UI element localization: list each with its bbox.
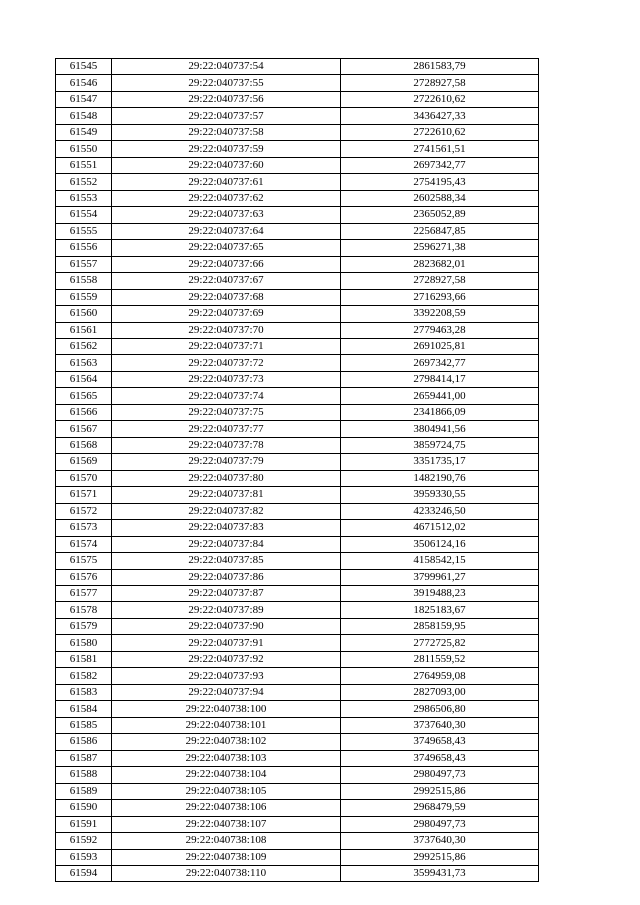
- table-row: [56, 289, 539, 305]
- row-number-cell: 61582: [56, 668, 112, 684]
- cadastral-value-cell: 2691025,81: [341, 338, 539, 354]
- cadastral-number-cell: 29:22:040737:59: [112, 141, 341, 157]
- cadastral-value-cell: 1482190,76: [341, 470, 539, 486]
- table-row: [56, 421, 539, 437]
- row-number-cell: 61594: [56, 865, 112, 881]
- cadastral-value-cell: 4233246,50: [341, 503, 539, 519]
- cadastral-number-cell: 29:22:040737:91: [112, 635, 341, 651]
- row-number-cell: 61561: [56, 322, 112, 338]
- row-number-cell: 61574: [56, 536, 112, 552]
- row-number-cell: 61552: [56, 174, 112, 190]
- row-number-cell: 61551: [56, 157, 112, 173]
- cadastral-number-cell: 29:22:040737:84: [112, 536, 341, 552]
- row-number-cell: 61557: [56, 256, 112, 272]
- row-number-cell: 61587: [56, 750, 112, 766]
- cadastral-number-cell: 29:22:040737:90: [112, 618, 341, 634]
- cadastral-number-cell: 29:22:040738:100: [112, 701, 341, 717]
- cadastral-number-cell: 29:22:040737:79: [112, 454, 341, 470]
- cadastral-value-cell: 2827093,00: [341, 684, 539, 700]
- row-number-cell: 61566: [56, 404, 112, 420]
- table-row: [56, 141, 539, 157]
- table-row: [56, 734, 539, 750]
- cadastral-value-cell: 2980497,73: [341, 767, 539, 783]
- cadastral-value-cell: 2779463,28: [341, 322, 539, 338]
- table-row: [56, 586, 539, 602]
- cadastral-number-cell: 29:22:040737:94: [112, 684, 341, 700]
- cadastral-number-cell: 29:22:040737:81: [112, 487, 341, 503]
- cadastral-number-cell: 29:22:040737:71: [112, 338, 341, 354]
- table-row: [56, 470, 539, 486]
- row-number-cell: 61546: [56, 75, 112, 91]
- cadastral-number-cell: 29:22:040737:80: [112, 470, 341, 486]
- cadastral-number-cell: 29:22:040737:61: [112, 174, 341, 190]
- row-number-cell: 61571: [56, 487, 112, 503]
- cadastral-number-cell: 29:22:040737:54: [112, 59, 341, 75]
- cadastral-number-cell: 29:22:040738:104: [112, 767, 341, 783]
- cadastral-number-cell: 29:22:040738:101: [112, 717, 341, 733]
- cadastral-number-cell: 29:22:040737:86: [112, 569, 341, 585]
- row-number-cell: 61562: [56, 338, 112, 354]
- table-row: [56, 454, 539, 470]
- table-row: [56, 256, 539, 272]
- table-row: [56, 388, 539, 404]
- row-number-cell: 61553: [56, 190, 112, 206]
- cadastral-number-cell: 29:22:040737:87: [112, 586, 341, 602]
- table-row: [56, 536, 539, 552]
- table-row: [56, 602, 539, 618]
- cadastral-value-cell: 3351735,17: [341, 454, 539, 470]
- cadastral-value-cell: 3599431,73: [341, 865, 539, 881]
- cadastral-value-cell: 3737640,30: [341, 833, 539, 849]
- row-number-cell: 61579: [56, 618, 112, 634]
- table-row: [56, 618, 539, 634]
- cadastral-number-cell: 29:22:040737:73: [112, 371, 341, 387]
- cadastral-number-cell: 29:22:040737:74: [112, 388, 341, 404]
- row-number-cell: 61583: [56, 684, 112, 700]
- table-row: [56, 59, 539, 75]
- cadastral-number-cell: 29:22:040737:58: [112, 124, 341, 140]
- row-number-cell: 61580: [56, 635, 112, 651]
- cadastral-value-cell: 3392208,59: [341, 306, 539, 322]
- cadastral-value-cell: 3799961,27: [341, 569, 539, 585]
- row-number-cell: 61555: [56, 223, 112, 239]
- cadastral-number-cell: 29:22:040738:107: [112, 816, 341, 832]
- cadastral-value-cell: 2596271,38: [341, 240, 539, 256]
- cadastral-value-cell: 2811559,52: [341, 651, 539, 667]
- cadastral-number-cell: 29:22:040737:83: [112, 520, 341, 536]
- cadastral-number-cell: 29:22:040737:77: [112, 421, 341, 437]
- row-number-cell: 61568: [56, 437, 112, 453]
- row-number-cell: 61559: [56, 289, 112, 305]
- row-number-cell: 61593: [56, 849, 112, 865]
- row-number-cell: 61565: [56, 388, 112, 404]
- table-row: [56, 800, 539, 816]
- table-row: [56, 273, 539, 289]
- cadastral-number-cell: 29:22:040737:85: [112, 553, 341, 569]
- cadastral-number-cell: 29:22:040738:110: [112, 865, 341, 881]
- table-row: [56, 124, 539, 140]
- table-row: [56, 701, 539, 717]
- cadastral-number-cell: 29:22:040738:106: [112, 800, 341, 816]
- cadastral-number-cell: 29:22:040737:57: [112, 108, 341, 124]
- table-body: [56, 59, 539, 882]
- cadastral-number-cell: 29:22:040737:66: [112, 256, 341, 272]
- cadastral-number-cell: 29:22:040738:103: [112, 750, 341, 766]
- row-number-cell: 61569: [56, 454, 112, 470]
- cadastral-value-cell: 2986506,80: [341, 701, 539, 717]
- cadastral-value-cell: 2728927,58: [341, 75, 539, 91]
- cadastral-value-cell: 3859724,75: [341, 437, 539, 453]
- table-row: [56, 767, 539, 783]
- row-number-cell: 61575: [56, 553, 112, 569]
- cadastral-number-cell: 29:22:040737:82: [112, 503, 341, 519]
- row-number-cell: 61545: [56, 59, 112, 75]
- row-number-cell: 61588: [56, 767, 112, 783]
- cadastral-value-cell: 3919488,23: [341, 586, 539, 602]
- row-number-cell: 61547: [56, 91, 112, 107]
- cadastral-number-cell: 29:22:040737:69: [112, 306, 341, 322]
- table-row: [56, 355, 539, 371]
- row-number-cell: 61563: [56, 355, 112, 371]
- cadastral-number-cell: 29:22:040737:63: [112, 207, 341, 223]
- cadastral-number-cell: 29:22:040737:67: [112, 273, 341, 289]
- table-row: [56, 157, 539, 173]
- cadastral-number-cell: 29:22:040737:89: [112, 602, 341, 618]
- table-row: [56, 75, 539, 91]
- row-number-cell: 61550: [56, 141, 112, 157]
- row-number-cell: 61567: [56, 421, 112, 437]
- cadastral-value-cell: 2980497,73: [341, 816, 539, 832]
- cadastral-number-cell: 29:22:040738:102: [112, 734, 341, 750]
- table-row: [56, 371, 539, 387]
- cadastral-value-cell: 2697342,77: [341, 355, 539, 371]
- cadastral-number-cell: 29:22:040737:56: [112, 91, 341, 107]
- cadastral-number-cell: 29:22:040737:60: [112, 157, 341, 173]
- cadastral-value-cell: 3506124,16: [341, 536, 539, 552]
- row-number-cell: 61586: [56, 734, 112, 750]
- cadastral-value-cell: 2764959,08: [341, 668, 539, 684]
- cadastral-value-cell: 2992515,86: [341, 783, 539, 799]
- cadastral-value-cell: 2602588,34: [341, 190, 539, 206]
- cadastral-value-cell: 2858159,95: [341, 618, 539, 634]
- table-row: [56, 750, 539, 766]
- row-number-cell: 61591: [56, 816, 112, 832]
- table-row: [56, 91, 539, 107]
- row-number-cell: 61578: [56, 602, 112, 618]
- table-row: [56, 404, 539, 420]
- cadastral-value-cell: 2256847,85: [341, 223, 539, 239]
- cadastral-value-cell: 2741561,51: [341, 141, 539, 157]
- cadastral-value-cell: 2722610,62: [341, 124, 539, 140]
- cadastral-number-cell: 29:22:040737:75: [112, 404, 341, 420]
- table-row: [56, 684, 539, 700]
- row-number-cell: 61577: [56, 586, 112, 602]
- row-number-cell: 61556: [56, 240, 112, 256]
- cadastral-number-cell: 29:22:040737:70: [112, 322, 341, 338]
- cadastral-number-cell: 29:22:040738:105: [112, 783, 341, 799]
- table-row: [56, 207, 539, 223]
- row-number-cell: 61560: [56, 306, 112, 322]
- table-row: [56, 108, 539, 124]
- table-row: [56, 816, 539, 832]
- table-row: [56, 833, 539, 849]
- cadastral-value-cell: 3804941,56: [341, 421, 539, 437]
- cadastral-number-cell: 29:22:040738:108: [112, 833, 341, 849]
- cadastral-number-cell: 29:22:040737:72: [112, 355, 341, 371]
- row-number-cell: 61585: [56, 717, 112, 733]
- row-number-cell: 61549: [56, 124, 112, 140]
- table-row: [56, 174, 539, 190]
- table-row: [56, 240, 539, 256]
- row-number-cell: 61589: [56, 783, 112, 799]
- cadastral-value-cell: 2697342,77: [341, 157, 539, 173]
- table-row: [56, 190, 539, 206]
- row-number-cell: 61572: [56, 503, 112, 519]
- cadastral-number-cell: 29:22:040737:65: [112, 240, 341, 256]
- table-row: [56, 651, 539, 667]
- cadastral-value-cell: 3749658,43: [341, 734, 539, 750]
- row-number-cell: 61590: [56, 800, 112, 816]
- table-row: [56, 783, 539, 799]
- cadastral-number-cell: 29:22:040738:109: [112, 849, 341, 865]
- cadastral-value-cell: 2772725,82: [341, 635, 539, 651]
- cadastral-value-cell: 3959330,55: [341, 487, 539, 503]
- row-number-cell: 61592: [56, 833, 112, 849]
- row-number-cell: 61548: [56, 108, 112, 124]
- row-number-cell: 61584: [56, 701, 112, 717]
- row-number-cell: 61581: [56, 651, 112, 667]
- cadastral-number-cell: 29:22:040737:68: [112, 289, 341, 305]
- row-number-cell: 61573: [56, 520, 112, 536]
- table-row: [56, 520, 539, 536]
- cadastral-value-cell: 2716293,66: [341, 289, 539, 305]
- table-row: [56, 223, 539, 239]
- table-row: [56, 487, 539, 503]
- cadastral-value-cell: 2659441,00: [341, 388, 539, 404]
- cadastral-value-cell: 2341866,09: [341, 404, 539, 420]
- table-row: [56, 306, 539, 322]
- cadastral-value-cell: 2722610,62: [341, 91, 539, 107]
- cadastral-value-cell: 3737640,30: [341, 717, 539, 733]
- table-row: [56, 849, 539, 865]
- table-row: [56, 503, 539, 519]
- cadastral-value-cell: 2798414,17: [341, 371, 539, 387]
- cadastral-value-cell: 2992515,86: [341, 849, 539, 865]
- cadastral-value-cell: 2365052,89: [341, 207, 539, 223]
- row-number-cell: 61564: [56, 371, 112, 387]
- cadastral-value-cell: 2728927,58: [341, 273, 539, 289]
- cadastral-value-table: [55, 58, 539, 882]
- table-row: [56, 322, 539, 338]
- table-row: [56, 553, 539, 569]
- cadastral-value-cell: 3436427,33: [341, 108, 539, 124]
- table-row: [56, 338, 539, 354]
- cadastral-value-cell: 3749658,43: [341, 750, 539, 766]
- cadastral-value-cell: 2754195,43: [341, 174, 539, 190]
- cadastral-number-cell: 29:22:040737:92: [112, 651, 341, 667]
- table-row: [56, 437, 539, 453]
- row-number-cell: 61570: [56, 470, 112, 486]
- cadastral-value-cell: 2823682,01: [341, 256, 539, 272]
- table-row: [56, 635, 539, 651]
- cadastral-value-cell: 2968479,59: [341, 800, 539, 816]
- row-number-cell: 61558: [56, 273, 112, 289]
- cadastral-number-cell: 29:22:040737:78: [112, 437, 341, 453]
- cadastral-value-cell: 2861583,79: [341, 59, 539, 75]
- cadastral-number-cell: 29:22:040737:93: [112, 668, 341, 684]
- cadastral-value-cell: 4671512,02: [341, 520, 539, 536]
- cadastral-value-cell: 1825183,67: [341, 602, 539, 618]
- cadastral-value-cell: 4158542,15: [341, 553, 539, 569]
- row-number-cell: 61554: [56, 207, 112, 223]
- cadastral-number-cell: 29:22:040737:55: [112, 75, 341, 91]
- table-row: [56, 668, 539, 684]
- table-row: [56, 569, 539, 585]
- row-number-cell: 61576: [56, 569, 112, 585]
- cadastral-number-cell: 29:22:040737:64: [112, 223, 341, 239]
- table-row: [56, 717, 539, 733]
- table-row: [56, 865, 539, 881]
- cadastral-number-cell: 29:22:040737:62: [112, 190, 341, 206]
